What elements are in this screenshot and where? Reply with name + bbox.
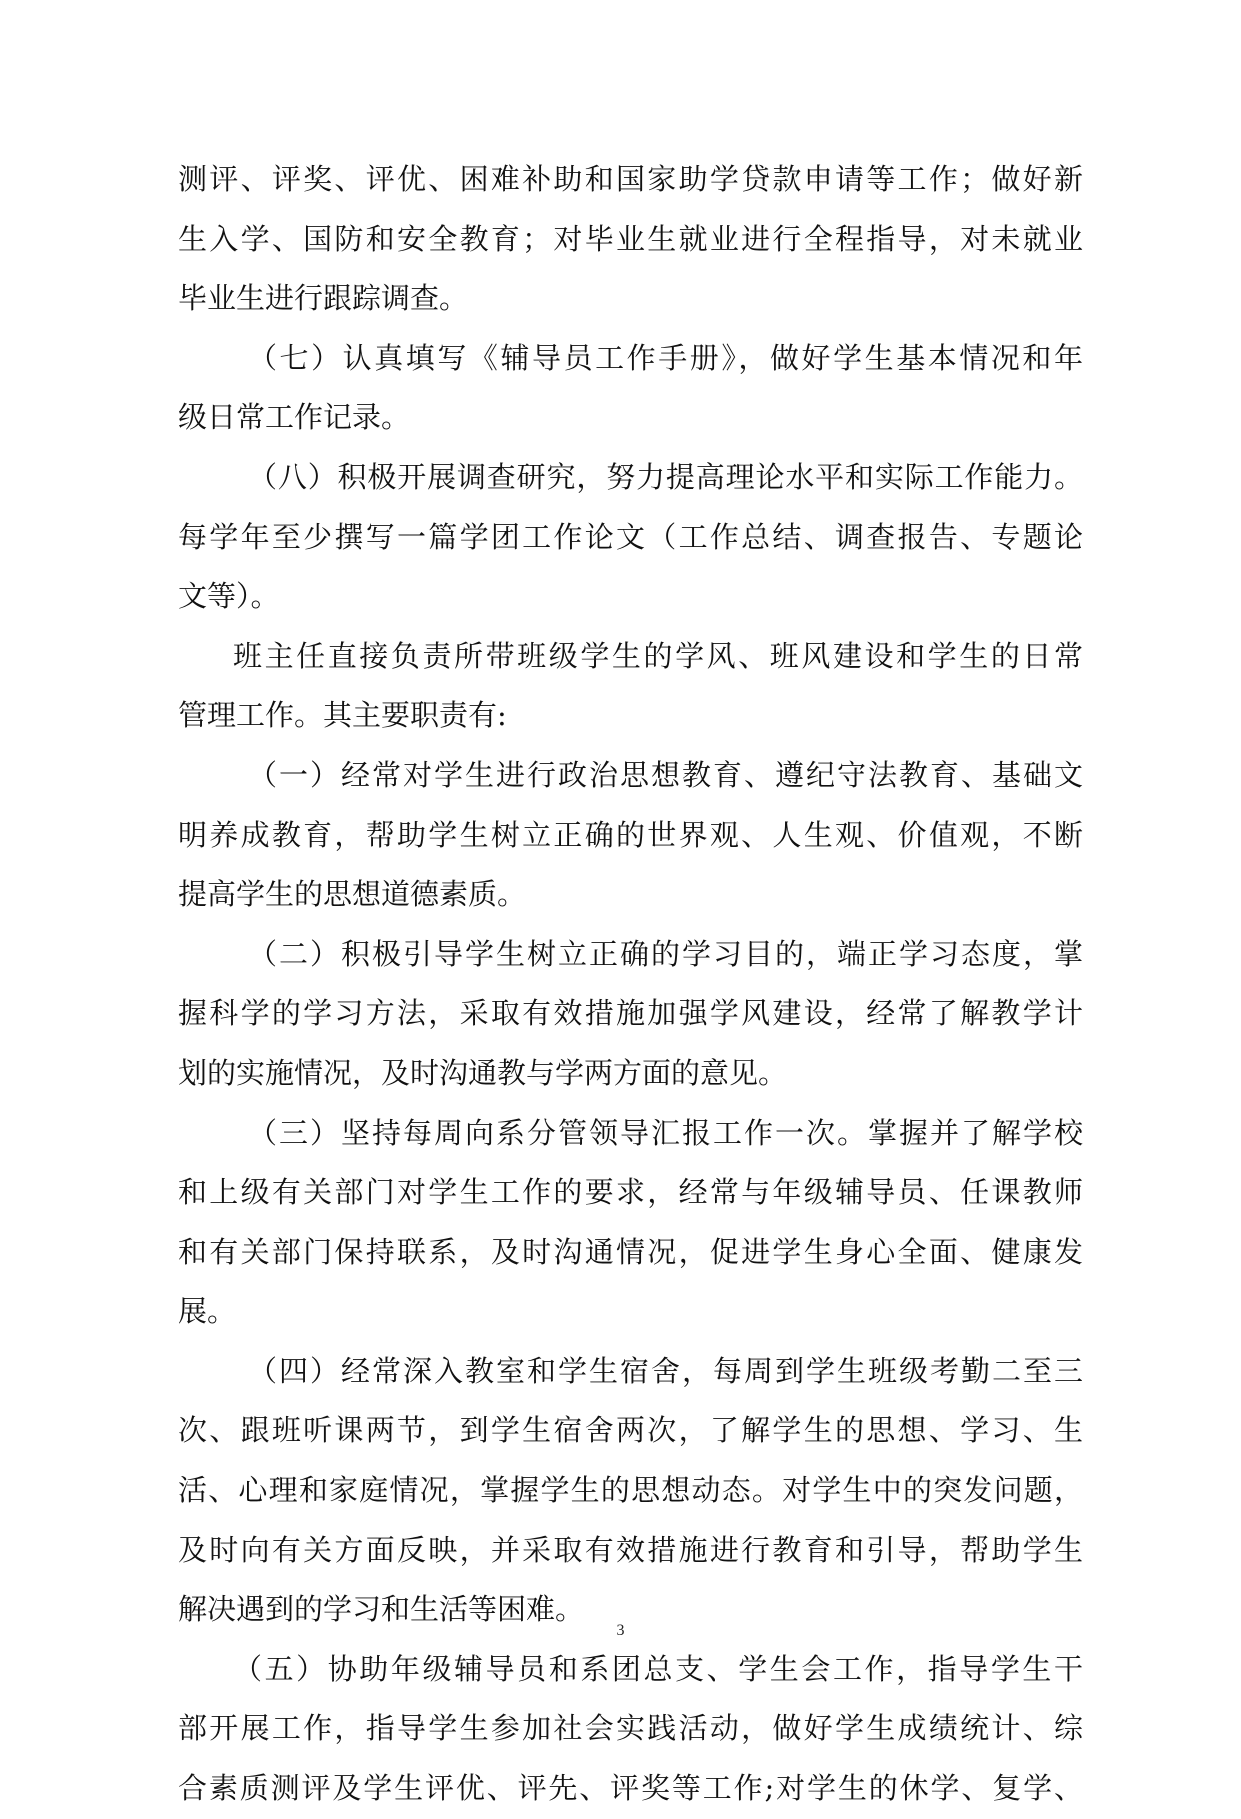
text-line: 和有关部门保持联系，及时沟通情况，促进学生身心全面、健康发	[178, 1234, 1083, 1269]
text-line: 毕业生进行跟踪调查。	[178, 281, 469, 316]
text-line: 生入学、国防和安全教育；对毕业生就业进行全程指导，对未就业	[178, 221, 1083, 256]
text-line: （八）积极开展调查研究，努力提高理论水平和实际工作能力。	[248, 459, 1083, 494]
text-line: 测评、评奖、评优、困难补助和国家助学贷款申请等工作；做好新	[178, 162, 1083, 196]
paragraph	[178, 925, 1083, 1104]
paragraph	[178, 329, 1083, 448]
text-line: 划的实施情况，及时沟通教与学两方面的意见。	[178, 1055, 788, 1090]
text-line: 次、跟班听课两节，到学生宿舍两次，了解学生的思想、学习、生	[178, 1413, 1083, 1448]
paragraph	[178, 627, 1083, 746]
text-line: （二）积极引导学生树立正确的学习目的，端正学习态度，掌	[248, 936, 1083, 971]
paragraph	[178, 1104, 1083, 1342]
text-line: 活、心理和家庭情况，掌握学生的思想动态。对学生中的突发问题，	[178, 1473, 1083, 1508]
text-line: 解决遇到的学习和生活等困难。	[178, 1592, 585, 1627]
text-line: 文等）。	[178, 579, 280, 614]
text-line: 明养成教育，帮助学生树立正确的世界观、人生观、价值观，不断	[178, 817, 1083, 852]
text-line: （五）协助年级辅导员和系团总支、学生会工作，指导学生干	[233, 1651, 1083, 1686]
paragraph	[178, 1342, 1083, 1640]
text-line: （四）经常深入教室和学生宿舍，每周到学生班级考勤二至三	[248, 1353, 1083, 1388]
text-line: （三）坚持每周向系分管领导汇报工作一次。掌握并了解学校	[248, 1115, 1083, 1150]
text-line: 班主任直接负责所带班级学生的学风、班风建设和学生的日常	[233, 638, 1083, 673]
text-line: 管理工作。其主要职责有:	[178, 698, 507, 733]
text-line: 及时向有关方面反映，并采取有效措施进行教育和引导，帮助学生	[178, 1532, 1083, 1567]
text-line: 和上级有关部门对学生工作的要求，经常与年级辅导员、任课教师	[178, 1175, 1083, 1210]
text-line: 展。	[178, 1294, 237, 1329]
text-line: 合素质测评及学生评优、评先、评奖等工作;对学生的休学、复学、	[178, 1771, 1083, 1806]
text-line: （七）认真填写《辅导员工作手册》，做好学生基本情况和年	[248, 340, 1083, 375]
paragraph	[178, 448, 1083, 627]
text-line: 部开展工作，指导学生参加社会实践活动，做好学生成绩统计、综	[178, 1711, 1083, 1746]
text-line: （一）经常对学生进行政治思想教育、遵纪守法教育、基础文	[248, 757, 1083, 792]
page-number: 3	[616, 1622, 625, 1639]
paragraph	[178, 746, 1083, 925]
text-line: 级日常工作记录。	[178, 400, 411, 435]
paragraph	[178, 1640, 1083, 1819]
text-line: 每学年至少撰写一篇学团工作论文（工作总结、调查报告、专题论	[178, 519, 1083, 554]
paragraph	[178, 150, 1083, 329]
text-line: 提高学生的思想道德素质。	[178, 877, 527, 912]
document-body	[178, 150, 1083, 1819]
text-line: 握科学的学习方法，采取有效措施加强学风建设，经常了解教学计	[178, 996, 1083, 1031]
